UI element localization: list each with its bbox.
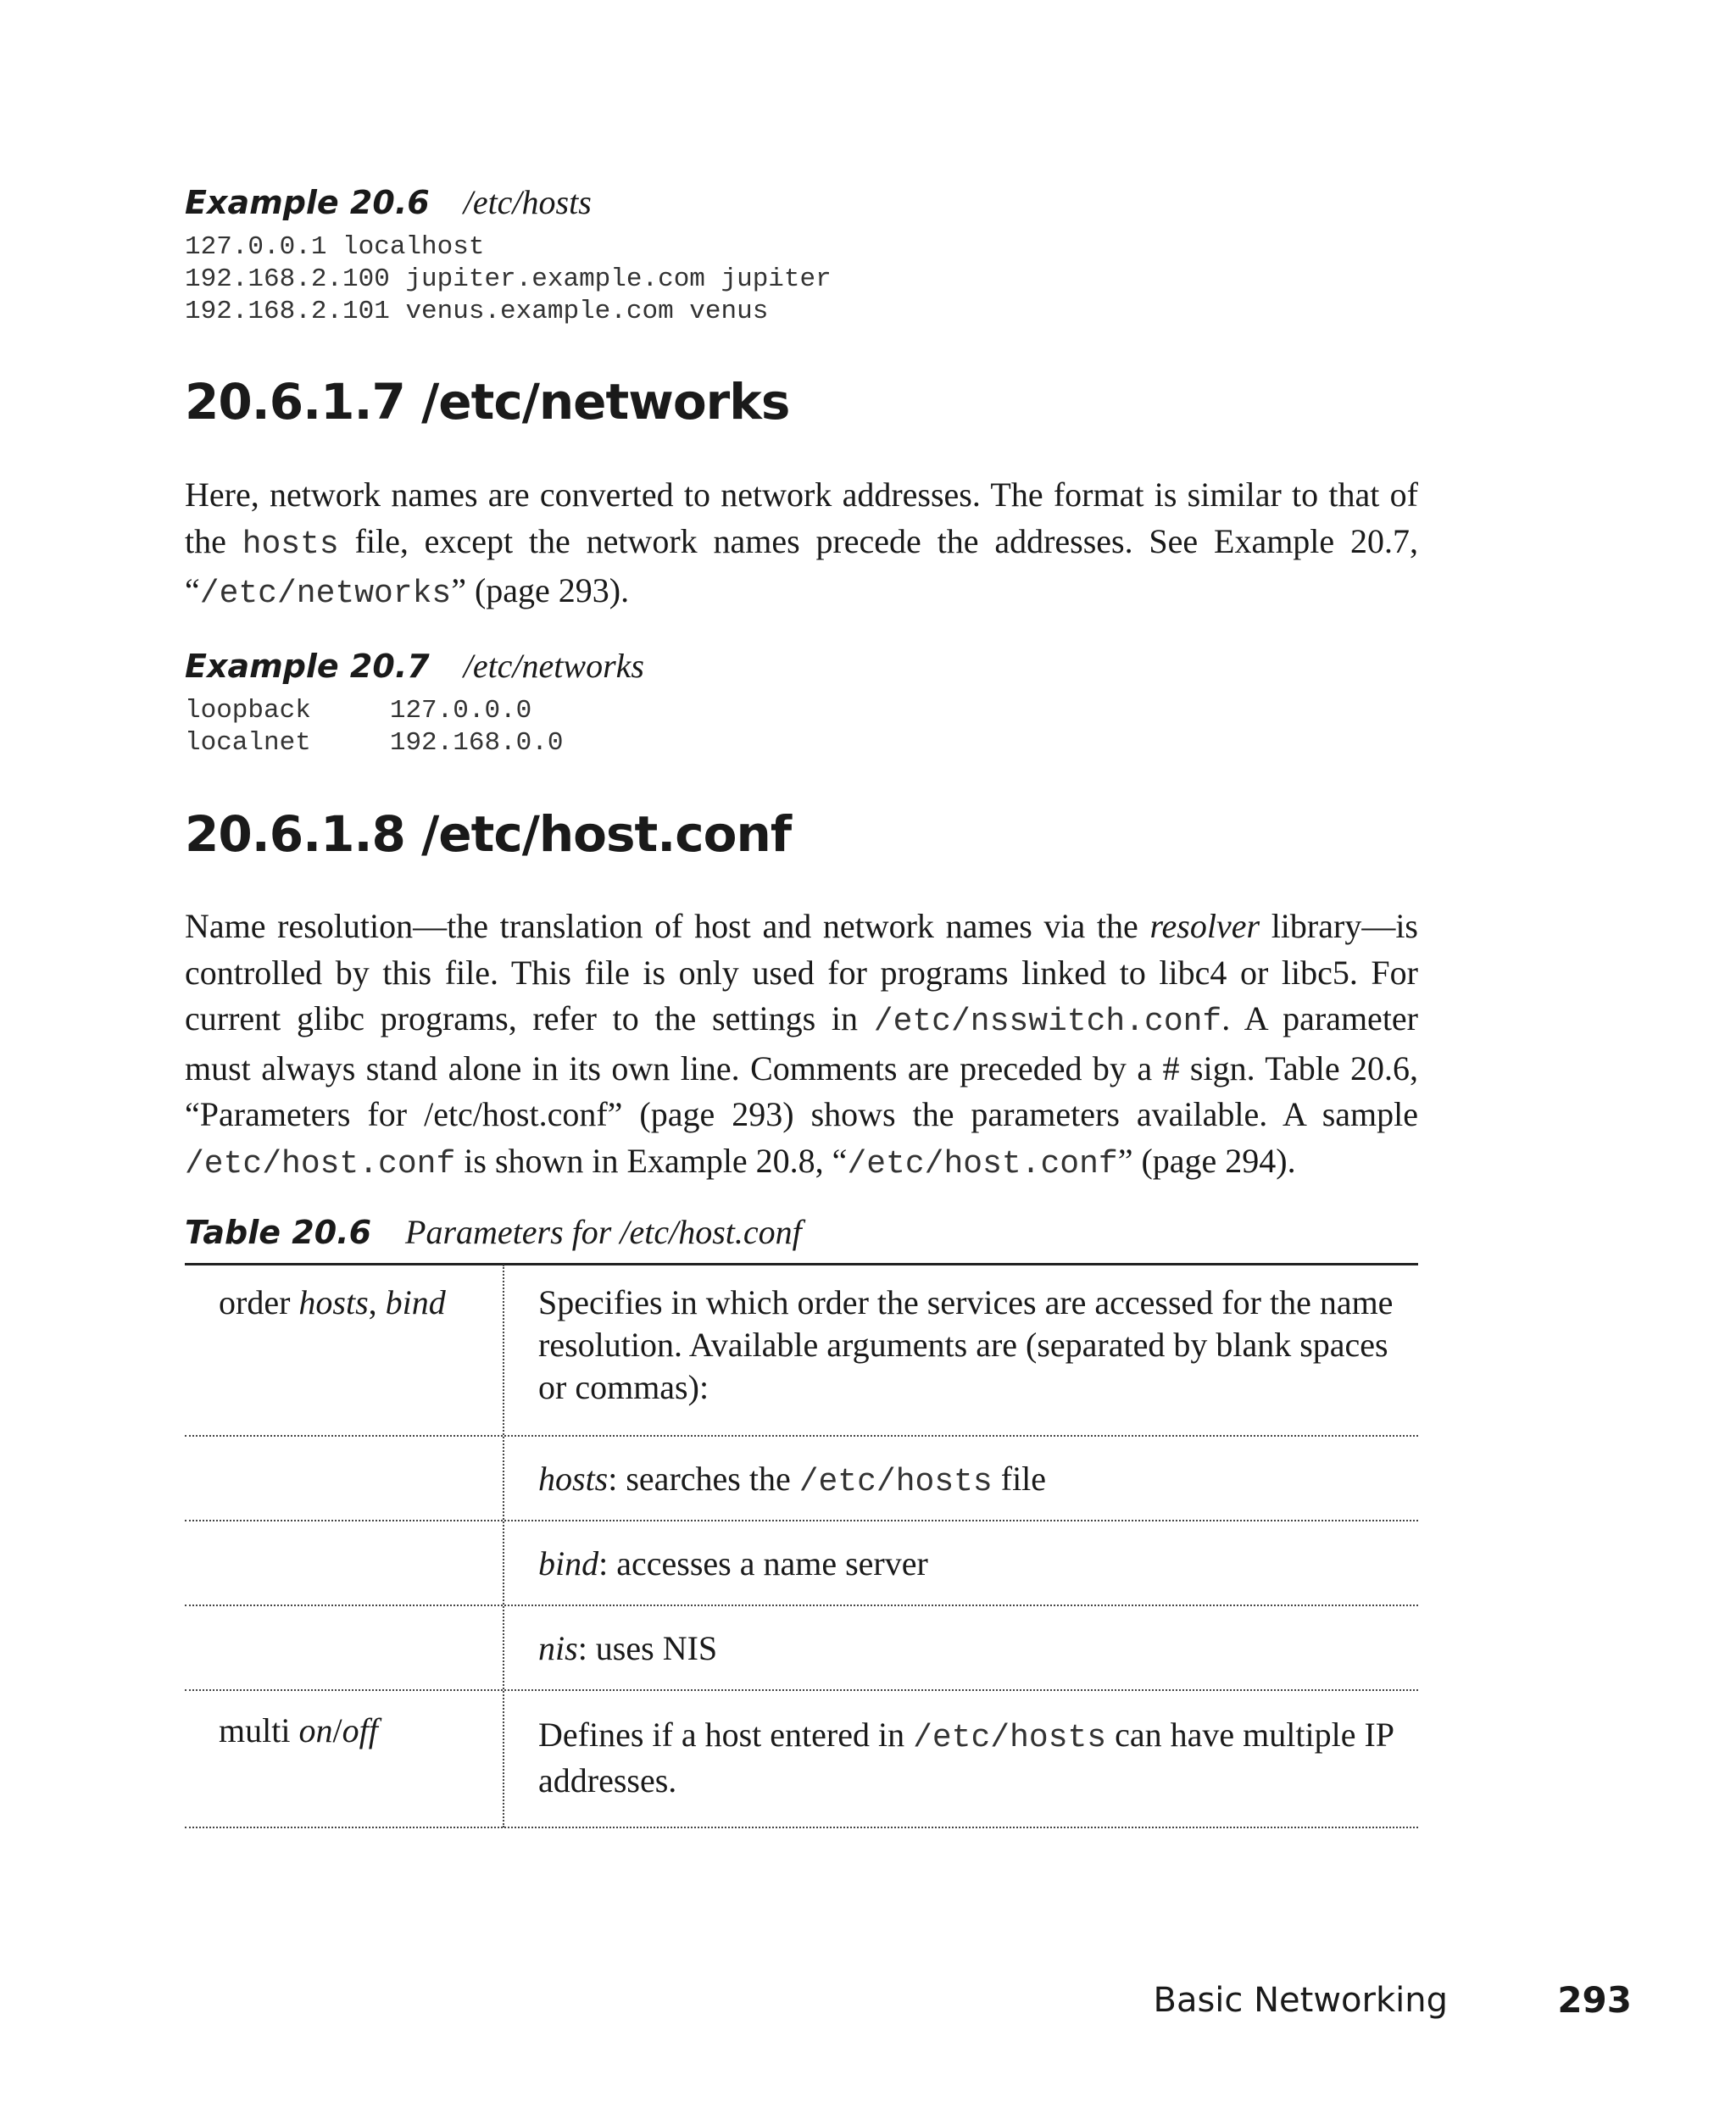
example-title: /etc/hosts — [463, 183, 592, 221]
table-cell-description — [538, 1543, 1403, 1585]
table-cell-description — [538, 1714, 1403, 1802]
text: , — [368, 1283, 386, 1321]
text: file, except the network names precede the addresses. See Example 20.7, “ — [185, 521, 1418, 609]
emphasis: nis — [538, 1629, 578, 1667]
emphasis: bind — [538, 1544, 599, 1582]
code: /etc/hosts — [798, 1464, 993, 1500]
text: file — [992, 1460, 1047, 1498]
example-label: Example 20.7 — [185, 648, 430, 685]
table-row-divider — [185, 1520, 1418, 1521]
text: : uses NIS — [577, 1629, 718, 1667]
code-line: 127.0.0.1 localhost — [185, 232, 485, 262]
table-cell-description — [538, 1458, 1403, 1504]
emphasis: hosts — [538, 1460, 609, 1498]
code: /etc/host.conf — [185, 1145, 456, 1182]
running-footer: Basic Networking — [1153, 1981, 1448, 2020]
table-caption — [185, 1212, 802, 1252]
text: Defines if a host entered in — [538, 1716, 914, 1754]
text: ” (page 293). — [451, 571, 630, 609]
emphasis: off — [342, 1711, 378, 1749]
code: /etc/networks — [199, 576, 452, 612]
table-cell-parameter — [219, 1282, 446, 1324]
paragraph — [185, 472, 1418, 618]
table-row-divider — [185, 1605, 1418, 1606]
section-heading: 20.6.1.7 /etc/networks — [185, 373, 790, 431]
table-cell-description: Specifies in which order the services are accessed for the name resolution. Available arguments are (separated by blank spaces or commas): — [538, 1283, 1394, 1406]
table-bottom-rule — [185, 1827, 1418, 1828]
code: /etc/hosts — [913, 1720, 1107, 1756]
table-row-divider — [185, 1435, 1418, 1437]
code-line: loopback 127.0.0.0 — [185, 696, 532, 726]
example-caption — [185, 646, 644, 688]
table-column-divider — [503, 1265, 504, 1827]
table-top-rule — [185, 1263, 1418, 1265]
text: order — [219, 1283, 299, 1321]
text: multi — [219, 1711, 299, 1749]
table-row-divider — [185, 1689, 1418, 1691]
code: /etc/nsswitch.conf — [873, 1004, 1222, 1040]
text: library—is controlled by this file. This file is only used for programs linked to libc4 or libc5. For current glibc programs, refer to the settings in — [185, 907, 1418, 1037]
table-cell-description — [538, 1627, 1403, 1670]
code-line: 192.168.2.100 jupiter.example.com jupiter — [185, 264, 832, 294]
text: : accesses a name server — [598, 1544, 928, 1582]
code: hosts — [242, 526, 339, 563]
example-title: /etc/networks — [463, 647, 644, 685]
emphasis: resolver — [1149, 907, 1260, 945]
code: /etc/host.conf — [847, 1145, 1118, 1182]
text: can have multiple IP addresses. — [538, 1716, 1394, 1799]
example-caption — [185, 182, 592, 225]
text: Name resolution—the translation of host and network names via the — [185, 907, 1150, 945]
example-label: Example 20.6 — [185, 184, 430, 221]
text: Here, network names are converted to network addresses. The format is similar to that of the — [185, 476, 1418, 560]
text: / — [332, 1711, 342, 1749]
text: : searches the — [608, 1460, 799, 1498]
table-cell-parameter — [219, 1710, 378, 1752]
table-title: Parameters for /etc/host.conf — [405, 1213, 802, 1251]
table-label: Table 20.6 — [185, 1214, 372, 1251]
emphasis: on — [298, 1711, 333, 1749]
section-heading: 20.6.1.8 /etc/host.conf — [185, 805, 792, 863]
text: is shown in Example 20.8, “ — [455, 1141, 848, 1180]
paragraph — [185, 904, 1418, 1187]
page-number: 293 — [1557, 1979, 1632, 2021]
emphasis: bind — [385, 1283, 446, 1321]
code-line: 192.168.2.101 venus.example.com venus — [185, 297, 769, 326]
code-line: localnet 192.168.0.0 — [185, 728, 564, 758]
text: ” (page 294). — [1117, 1141, 1296, 1180]
text: . A parameter must always stand alone in its own line. Comments are preceded by a # sign. Table 20.6, “Parameters for /etc/host.conf” (page 293) shows the parameters available. A sample — [185, 999, 1419, 1133]
emphasis: hosts — [298, 1283, 369, 1321]
